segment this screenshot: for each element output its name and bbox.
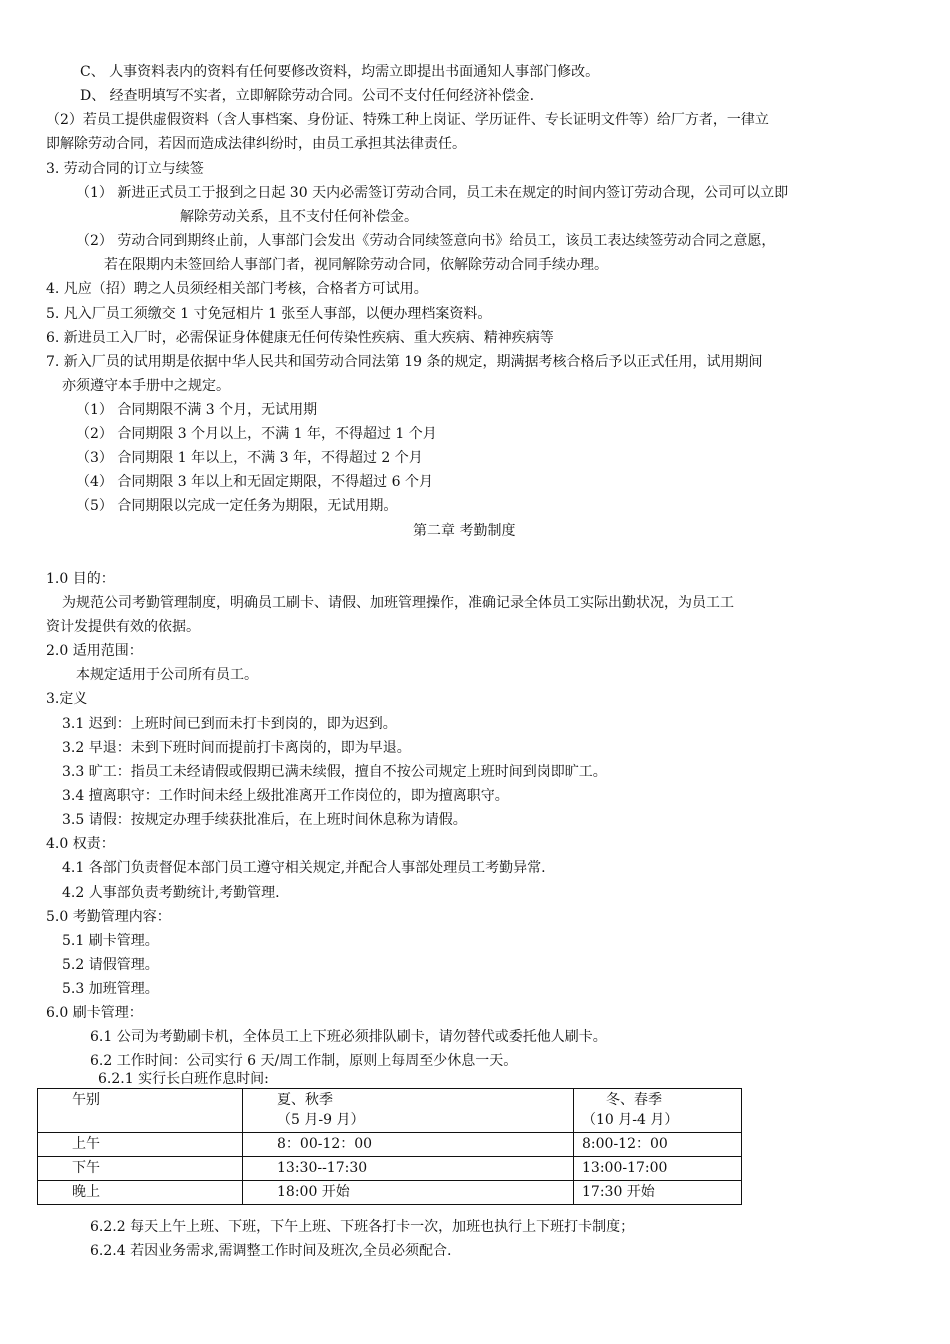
text-line: 5.2 请假管理。 bbox=[62, 957, 159, 973]
text-line: 3.4 擅离职守：工作时间未经上级批准离开工作岗位的，即为擅离职守。 bbox=[62, 788, 509, 804]
text-line: 资计发提供有效的依据。 bbox=[46, 619, 200, 635]
month-range: （10 月-4 月） bbox=[582, 1112, 679, 1128]
text-line: D、 经查明填写不实者，立即解除劳动合同。公司不支付任何经济补偿金. bbox=[80, 88, 535, 104]
text-line: 5.3 加班管理。 bbox=[62, 981, 159, 997]
text-line: 6.1 公司为考勤刷卡机，全体员工上下班必须排队刷卡，请勿替代或委托他人刷卡。 bbox=[90, 1029, 607, 1045]
table-header-row bbox=[38, 1089, 742, 1133]
section-heading: 6.0 刷卡管理： bbox=[46, 1005, 143, 1021]
text-line: 4.1 各部门负责督促本部门员工遵守相关规定,并配合人事部处理员工考勤异常. bbox=[62, 860, 546, 876]
text-line: 5. 凡入厂员工须缴交 1 寸免冠相片 1 张至人事部，以便办理档案资料。 bbox=[46, 306, 492, 322]
text-line: 6.2.2 每天上午上班、下班，下午上班、下班各打卡一次，加班也执行上下班打卡制度； bbox=[90, 1219, 635, 1235]
list-item: （3） 合同期限 1 年以上，不满 3 年，不得超过 2 个月 bbox=[76, 450, 423, 466]
month-range: （5 月-9 月） bbox=[277, 1112, 365, 1128]
text-line: 3.3 旷工：指员工未经请假或假期已满未续假，擅自不按公司规定上班时间到岗即旷工。 bbox=[62, 764, 607, 780]
season-label: 夏、秋季 bbox=[277, 1092, 333, 1108]
section-heading: 3.定义 bbox=[46, 691, 88, 707]
text-line: 6.2.1 实行长白班作息时间: bbox=[98, 1071, 269, 1087]
text-line: 5.1 刷卡管理。 bbox=[62, 933, 159, 949]
list-item: （4） 合同期限 3 年以上和无固定期限，不得超过 6 个月 bbox=[76, 474, 433, 490]
table-cell: 午别 bbox=[38, 1089, 243, 1133]
text-line: 解除劳动关系，且不支付任何补偿金。 bbox=[180, 209, 418, 225]
season-label: 冬、春季 bbox=[606, 1092, 662, 1108]
table-cell: 8:00-12：00 bbox=[574, 1133, 742, 1157]
text-line: 3.1 迟到：上班时间已到而未打卡到岗的，即为迟到。 bbox=[62, 716, 397, 732]
text-line: 3.2 早退：未到下班时间而提前打卡离岗的，即为早退。 bbox=[62, 740, 411, 756]
table-cell: 晚上 bbox=[38, 1181, 243, 1205]
list-item: （2） 合同期限 3 个月以上，不满 1 年，不得超过 1 个月 bbox=[76, 426, 437, 442]
text-line: 3.5 请假：按规定办理手续获批准后，在上班时间休息称为请假。 bbox=[62, 812, 467, 828]
section-heading: 1.0 目的： bbox=[46, 571, 115, 587]
table-row bbox=[38, 1133, 742, 1157]
table-row bbox=[38, 1157, 742, 1181]
section-heading: 2.0 适用范围： bbox=[46, 643, 143, 659]
table-cell bbox=[574, 1089, 742, 1133]
text-line: 6.2 工作时间：公司实行 6 天/周工作制，原则上每周至少休息一天。 bbox=[90, 1053, 518, 1069]
table-cell: 13:00-17:00 bbox=[574, 1157, 742, 1181]
text-line: C、 人事资料表内的资料有任何要修改资料，均需立即提出书面通知人事部门修改。 bbox=[80, 64, 600, 80]
text-line: 若在限期内未签回给人事部门者，视同解除劳动合同，依解除劳动合同手续办理。 bbox=[104, 257, 608, 273]
text-line: 即解除劳动合同，若因而造成法律纠纷时，由员工承担其法律责任。 bbox=[46, 136, 466, 152]
text-line: 6.2.4 若因业务需求,需调整工作时间及班次,全员必须配合. bbox=[90, 1243, 452, 1259]
text-line: （2） 劳动合同到期终止前，人事部门会发出《劳动合同续签意向书》给员工，该员工表达续签劳动合同之意愿， bbox=[76, 233, 776, 249]
table-row bbox=[38, 1181, 742, 1205]
text-line: 7. 新入厂员的试用期是依据中华人民共和国劳动合同法第 19 条的规定，期满据考核合格后予以正式任用，试用期间 bbox=[46, 354, 763, 370]
text-line: 亦须遵守本手册中之规定。 bbox=[62, 378, 230, 394]
text-line: 6. 新进员工入厂时，必需保证身体健康无任何传染性疾病、重大疾病、精神疾病等 bbox=[46, 330, 554, 346]
text-line: 4. 凡应（招）聘之人员须经相关部门考核，合格者方可试用。 bbox=[46, 281, 428, 297]
text-line: 本规定适用于公司所有员工。 bbox=[76, 667, 258, 683]
section-heading: 5.0 考勤管理内容： bbox=[46, 909, 171, 925]
table-cell: 上午 bbox=[38, 1133, 243, 1157]
table-cell: 8：00-12：00 bbox=[243, 1133, 574, 1157]
text-line: 4.2 人事部负责考勤统计,考勤管理. bbox=[62, 885, 280, 901]
section-heading: 4.0 权责： bbox=[46, 836, 115, 852]
table-cell: 17:30 开始 bbox=[574, 1181, 742, 1205]
table-cell: 13:30--17:30 bbox=[243, 1157, 574, 1181]
table-cell bbox=[243, 1089, 574, 1133]
table-cell: 下午 bbox=[38, 1157, 243, 1181]
list-item: （1） 合同期限不满 3 个月，无试用期 bbox=[76, 402, 318, 418]
chapter-title: 第二章 考勤制度 bbox=[413, 523, 516, 539]
text-line: （2）若员工提供虚假资料（含人事档案、身份证、特殊工种上岗证、学历证件、专长证明文件等）给厂方者，一律立 bbox=[46, 112, 769, 128]
list-item: （5） 合同期限以完成一定任务为期限，无试用期。 bbox=[76, 498, 398, 514]
section-heading: 3. 劳动合同的订立与续签 bbox=[46, 161, 204, 177]
table-cell: 18:00 开始 bbox=[243, 1181, 574, 1205]
text-line: 为规范公司考勤管理制度，明确员工刷卡、请假、加班管理操作，准确记录全体员工实际出勤状况，为员工工 bbox=[62, 595, 734, 611]
text-line: （1） 新进正式员工于报到之日起 30 天内必需签订劳动合同，员工未在规定的时间内签订劳动合现，公司可以立即 bbox=[76, 185, 789, 201]
schedule-table bbox=[37, 1088, 742, 1205]
